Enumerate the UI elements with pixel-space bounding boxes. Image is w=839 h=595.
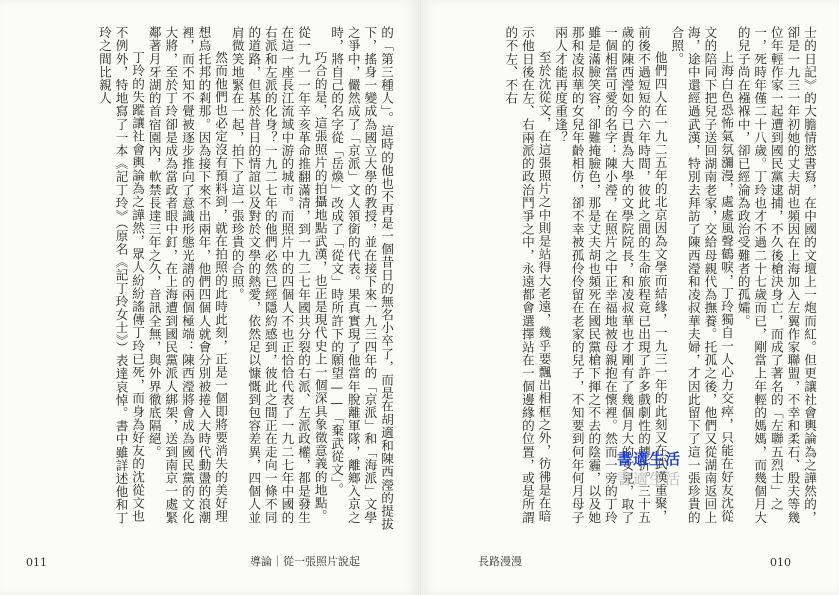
right-paragraph-4: 至於沈從文，在這張照片之中則是站得大老遠，幾乎要飄出相框之外，彷彿是在暗示他日後在左、右兩派的政治鬥爭之中，永遠都會選擇站在一個邊緣的位置，或是所謂的不左、不右 bbox=[503, 26, 552, 524]
left-page-number: 011 bbox=[26, 556, 47, 569]
watermark-primary: 書適生活 bbox=[617, 450, 682, 468]
right-paragraph-3: 他們四人在一九二五年的北京因為文學而結緣，一九三一年的此刻又在武漢重聚，前後不過短短的六年時間，彼此之間的生命旅程竟已出現了許多戲劇性的轉折。三十五歲的陳西瀅如今已貴為大學的文學院院長，和凌叔華也才剛有了幾個月大的女兒，取了一個相當可愛的名字：陳小瀅，在照片之中正幸福地被母親抱在懷裡。然而一旁的丁玲雖是滿臉笑容，卻難掩臉色，那是丈夫胡也頻死在國民黨槍下揮之不去的陰霾，以及她那和凌叔華的女兒年齡相仿，卻不幸被孤伶伶留在老家的兒子，不知要到何年何月母子兩人才能再度重逢？ bbox=[553, 26, 668, 524]
left-page-body bbox=[26, 26, 394, 531]
right-paragraph-1: 士的日記》的大膽情慾書寫，在中國的文壇上一炮而紅。但更讓社會輿論為之譁然的，卻是一九三一年初她的丈夫胡也頻因在上海加入左翼作家聯盟，不幸和柔石、殷夫等幾位年輕作家一起遭到國民黨逮捕，不久後槍決身亡，而成了著名的「左聯五烈士」之一，死時年僅二十八歲。丁玲也才不過二十七歲而已，剛當上年輕的媽媽，而幾個月大的兒子尚在襁褓中，卻已經淪為政治受難者的孤孀。 bbox=[735, 26, 817, 524]
right-page-number: 010 bbox=[770, 556, 791, 569]
right-running-title: 長路漫漫 bbox=[478, 555, 522, 568]
left-page bbox=[0, 0, 418, 595]
left-running-title: 導論｜從一張照片說起 bbox=[250, 555, 360, 568]
right-paragraph-2: 上海白色恐怖氣氛瀰漫，處處風聲鶴唳，丁玲獨自一人心力交瘁，只能在好友沈從文的陪同下把兒子送回湖南老家，交給母親代為撫養。托孤之後，他們又從湖南返回上海，途中還經過武漢，特別去拜訪了陳西瀅和凌叔華夫婦，才因此留下了這一張珍貴的合照。 bbox=[669, 26, 735, 524]
watermark-secondary: 書適生活 bbox=[617, 470, 682, 488]
left-paragraph-2: 巧合的是，這張照片的拍攝地點武漢，也正是現代史上一個深具象徵意義的地點。從一九一一年辛亥革命推翻滿清，到一九二七年國共分裂的右派、左派政權，都是發生在這一座長江流域中游的城市。而照片中的四個人不也正恰恰代表了一九二七年中國的右派和左派的化身？一九二七年的他們必然已經隱約感到，彼此之間正在走向一條不同的道路，但基於昔日的情誼以及對於文學的熱愛，依然足以慷慨到包容差異，四個人並肩微笑地緊在一起，拍下了這一張珍貴的合照。 bbox=[229, 26, 328, 524]
watermark bbox=[617, 450, 682, 488]
right-page bbox=[421, 0, 839, 595]
left-paragraph-4: 丁玲的失蹤讓社會輿論為之譁然，眾人紛紛謠傳丁玲已死，而身為好友的沈從文也不例外，特地寫了一本《記丁玲》（原名《記丁玲女士》）表達哀悼。書中雖詳述他和丁玲之間比親人 bbox=[96, 26, 146, 525]
left-paragraph-3: 然而他們也必定沒有預料到，就在拍照的此時此刻，正是一個即將要消失的美好理想烏托邦的剎那。因為接下來不出兩年，他們四個人就會分別被捲入大時代動盪的浪潮裡，而不知不覺被逐步推向了意識形態光譜的兩個極端：陳西瀅將會成為國民黨的文化大將，至於丁玲卻是成為當政者眼中釘，在上海遭到國民黨派人綁架，送到南京一處緊鄰著月牙湖的首宿園內，軟禁長達三年之久，音訊全無，與外界徹底隔絕。 bbox=[146, 26, 229, 524]
left-paragraph-1: 的「第三種人」。這時的他也不再是一個昔日的無名小卒了，而是在胡適和陳西瀅的提拔下，搖身一變成為國立大學的教授，並在接下來一九三四年的「京派」和「海派」文學之爭中，儼然成了「京派」文人領銜的代表。果真實現了他當年脫離軍隊，離鄉入京之時，將自己的名字從「岳煥」改成了「從文」時所許下的願望——「棄武從文」。 bbox=[329, 26, 394, 531]
